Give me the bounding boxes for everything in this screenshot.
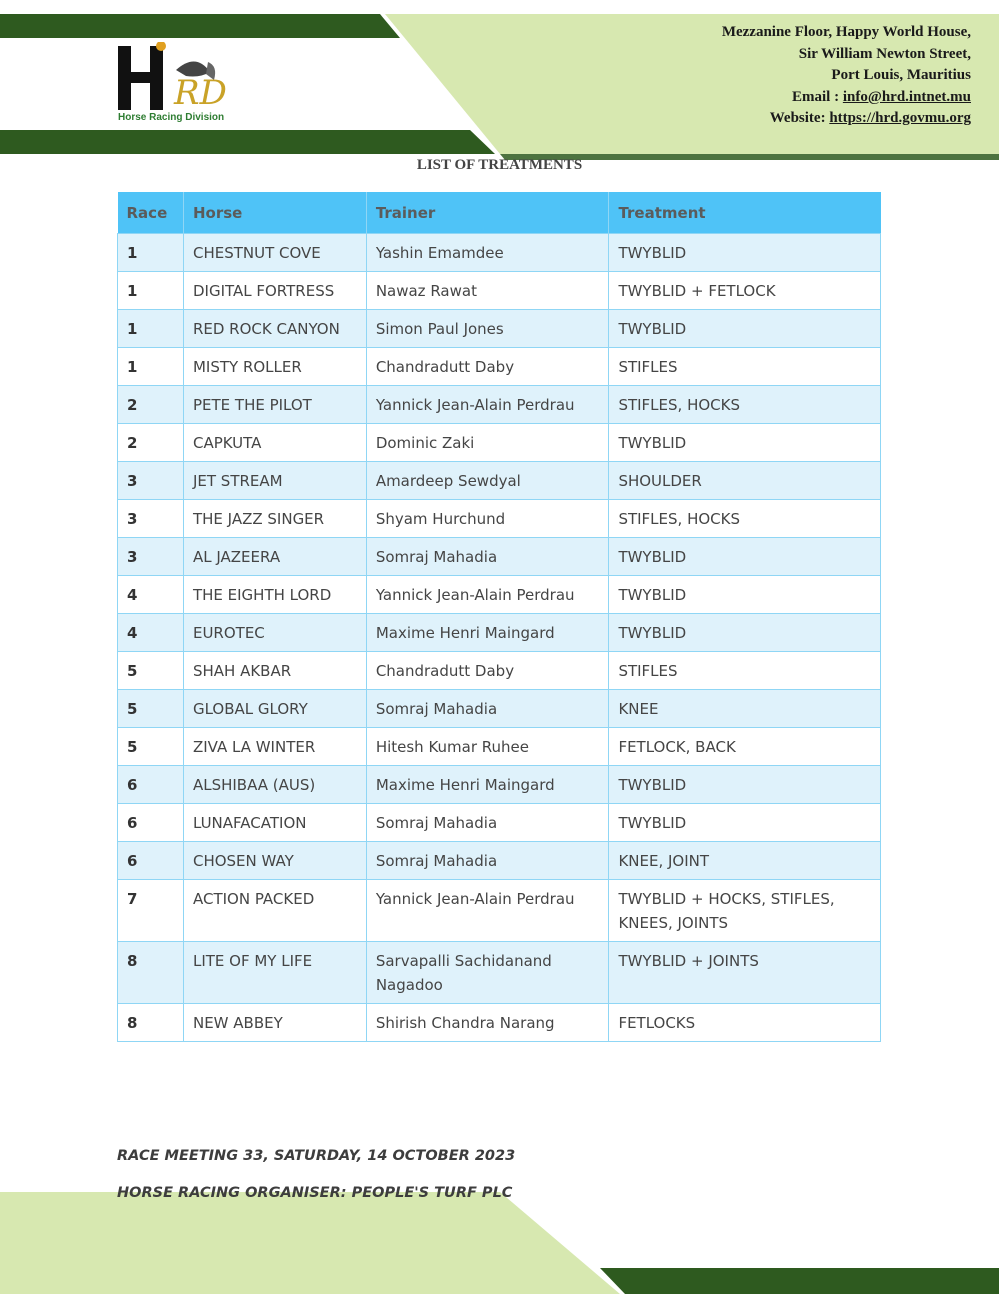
cell-race: 1 bbox=[118, 272, 184, 310]
cell-race: 2 bbox=[118, 386, 184, 424]
footer-dark-band bbox=[600, 1268, 999, 1294]
cell-trainer: Dominic Zaki bbox=[366, 424, 609, 462]
cell-horse: ZIVA LA WINTER bbox=[183, 728, 366, 766]
cell-race: 7 bbox=[118, 880, 184, 942]
cell-trainer: Chandradutt Daby bbox=[366, 652, 609, 690]
website-label: Website: bbox=[769, 110, 830, 126]
cell-race: 3 bbox=[118, 538, 184, 576]
cell-horse: NEW ABBEY bbox=[183, 1004, 366, 1042]
cell-horse: RED ROCK CANYON bbox=[183, 310, 366, 348]
organiser-line: HORSE RACING ORGANISER: PEOPLE'S TURF PLC bbox=[117, 1185, 513, 1201]
table-row bbox=[118, 880, 881, 942]
email-line bbox=[722, 87, 971, 109]
cell-horse: CHOSEN WAY bbox=[183, 842, 366, 880]
cell-horse: MISTY ROLLER bbox=[183, 348, 366, 386]
cell-trainer: Maxime Henri Maingard bbox=[366, 614, 609, 652]
cell-treatment: FETLOCKS bbox=[609, 1004, 881, 1042]
column-header-trainer: Trainer bbox=[366, 192, 609, 234]
cell-horse: EUROTEC bbox=[183, 614, 366, 652]
table-header-row bbox=[118, 192, 881, 234]
address-line-3: Port Louis, Mauritius bbox=[831, 67, 971, 83]
cell-horse: CAPKUTA bbox=[183, 424, 366, 462]
cell-trainer: Yannick Jean-Alain Perdrau bbox=[366, 576, 609, 614]
table-row bbox=[118, 766, 881, 804]
logo-rd-letters: RD bbox=[174, 73, 227, 112]
cell-horse: SHAH AKBAR bbox=[183, 652, 366, 690]
table-row bbox=[118, 1004, 881, 1042]
table-row bbox=[118, 690, 881, 728]
cell-horse: AL JAZEERA bbox=[183, 538, 366, 576]
email-label: Email : bbox=[792, 88, 843, 105]
table-row bbox=[118, 234, 881, 272]
treatments-table bbox=[117, 192, 881, 1042]
header-dark-band bbox=[0, 14, 400, 38]
cell-treatment: TWYBLID bbox=[609, 804, 881, 842]
cell-trainer: Maxime Henri Maingard bbox=[366, 766, 609, 804]
table-row bbox=[118, 728, 881, 766]
cell-trainer: Yashin Emamdee bbox=[366, 234, 609, 272]
cell-trainer: Simon Paul Jones bbox=[366, 310, 609, 348]
cell-race: 3 bbox=[118, 500, 184, 538]
cell-race: 5 bbox=[118, 690, 184, 728]
table-row bbox=[118, 386, 881, 424]
cell-horse: THE JAZZ SINGER bbox=[183, 500, 366, 538]
table-row bbox=[118, 424, 881, 462]
cell-horse: ALSHIBAA (AUS) bbox=[183, 766, 366, 804]
website-link[interactable]: https://hrd.govmu.org bbox=[829, 110, 971, 126]
cell-trainer: Chandradutt Daby bbox=[366, 348, 609, 386]
table-row bbox=[118, 842, 881, 880]
cell-race: 1 bbox=[118, 234, 184, 272]
cell-horse: DIGITAL FORTRESS bbox=[183, 272, 366, 310]
table-row bbox=[118, 652, 881, 690]
logo-caption: Horse Racing Division bbox=[118, 112, 225, 123]
column-header-horse: Horse bbox=[183, 192, 366, 234]
cell-horse: THE EIGHTH LORD bbox=[183, 576, 366, 614]
column-header-treatment: Treatment bbox=[609, 192, 881, 234]
race-meeting-line: RACE MEETING 33, SATURDAY, 14 OCTOBER 2023 bbox=[117, 1148, 516, 1164]
table-row bbox=[118, 500, 881, 538]
cell-horse: PETE THE PILOT bbox=[183, 386, 366, 424]
cell-treatment: TWYBLID + FETLOCK bbox=[609, 272, 881, 310]
cell-treatment: TWYBLID bbox=[609, 576, 881, 614]
cell-trainer: Nawaz Rawat bbox=[366, 272, 609, 310]
cell-horse: JET STREAM bbox=[183, 462, 366, 500]
table-row bbox=[118, 310, 881, 348]
cell-race: 1 bbox=[118, 310, 184, 348]
cell-trainer: Yannick Jean-Alain Perdrau bbox=[366, 880, 609, 942]
cell-trainer: Sarvapalli Sachidanand Nagadoo bbox=[366, 942, 609, 1004]
address-line-1: Mezzanine Floor, Happy World House, bbox=[721, 24, 971, 40]
cell-horse: LITE OF MY LIFE bbox=[183, 942, 366, 1004]
table-row bbox=[118, 804, 881, 842]
table-row bbox=[118, 942, 881, 1004]
table-row bbox=[118, 538, 881, 576]
cell-race: 8 bbox=[118, 1004, 184, 1042]
column-header-race: Race bbox=[118, 192, 184, 234]
table-row bbox=[118, 272, 881, 310]
cell-race: 4 bbox=[118, 576, 184, 614]
cell-treatment: KNEE, JOINT bbox=[609, 842, 881, 880]
cell-trainer: Shirish Chandra Narang bbox=[366, 1004, 609, 1042]
table-row bbox=[118, 576, 881, 614]
cell-race: 5 bbox=[118, 652, 184, 690]
cell-treatment: SHOULDER bbox=[609, 462, 881, 500]
cell-trainer: Shyam Hurchund bbox=[366, 500, 609, 538]
cell-treatment: FETLOCK, BACK bbox=[609, 728, 881, 766]
cell-trainer: Somraj Mahadia bbox=[366, 804, 609, 842]
table-row bbox=[118, 614, 881, 652]
address-line-2: Sir William Newton Street, bbox=[798, 45, 971, 62]
header-dark-lower-band bbox=[0, 130, 495, 154]
cell-treatment: TWYBLID bbox=[609, 766, 881, 804]
cell-horse: CHESTNUT COVE bbox=[183, 234, 366, 272]
website-line bbox=[722, 108, 971, 130]
cell-race: 3 bbox=[118, 462, 184, 500]
cell-race: 6 bbox=[118, 804, 184, 842]
cell-trainer: Amardeep Sewdyal bbox=[366, 462, 609, 500]
cell-treatment: TWYBLID bbox=[609, 424, 881, 462]
cell-treatment: STIFLES, HOCKS bbox=[609, 500, 881, 538]
cell-treatment: TWYBLID bbox=[609, 538, 881, 576]
page-title: LIST OF TREATMENTS bbox=[416, 157, 583, 173]
cell-race: 6 bbox=[118, 842, 184, 880]
footer-light-shape bbox=[0, 1192, 620, 1294]
cell-race: 6 bbox=[118, 766, 184, 804]
cell-treatment: TWYBLID bbox=[609, 234, 881, 272]
hrd-logo-mark bbox=[116, 42, 238, 112]
cell-trainer: Somraj Mahadia bbox=[366, 690, 609, 728]
cell-treatment: STIFLES bbox=[609, 652, 881, 690]
cell-race: 5 bbox=[118, 728, 184, 766]
table-body bbox=[118, 234, 881, 1042]
cell-race: 1 bbox=[118, 348, 184, 386]
cell-horse: GLOBAL GLORY bbox=[183, 690, 366, 728]
cell-trainer: Somraj Mahadia bbox=[366, 842, 609, 880]
cell-race: 8 bbox=[118, 942, 184, 1004]
cell-race: 4 bbox=[118, 614, 184, 652]
cell-trainer: Hitesh Kumar Ruhee bbox=[366, 728, 609, 766]
cell-treatment: TWYBLID + HOCKS, STIFLES, KNEES, JOINTS bbox=[609, 880, 881, 942]
cell-treatment: TWYBLID bbox=[609, 310, 881, 348]
table-row bbox=[118, 348, 881, 386]
cell-treatment: TWYBLID bbox=[609, 614, 881, 652]
cell-treatment: KNEE bbox=[609, 690, 881, 728]
email-link[interactable]: info@hrd.intnet.mu bbox=[842, 88, 971, 105]
cell-treatment: STIFLES, HOCKS bbox=[609, 386, 881, 424]
table-row bbox=[118, 462, 881, 500]
cell-treatment: TWYBLID + JOINTS bbox=[609, 942, 881, 1004]
cell-treatment: STIFLES bbox=[609, 348, 881, 386]
cell-race: 2 bbox=[118, 424, 184, 462]
cell-horse: ACTION PACKED bbox=[183, 880, 366, 942]
address-block bbox=[722, 22, 971, 130]
hrd-logo bbox=[112, 40, 240, 128]
cell-trainer: Yannick Jean-Alain Perdrau bbox=[366, 386, 609, 424]
cell-horse: LUNAFACATION bbox=[183, 804, 366, 842]
cell-trainer: Somraj Mahadia bbox=[366, 538, 609, 576]
